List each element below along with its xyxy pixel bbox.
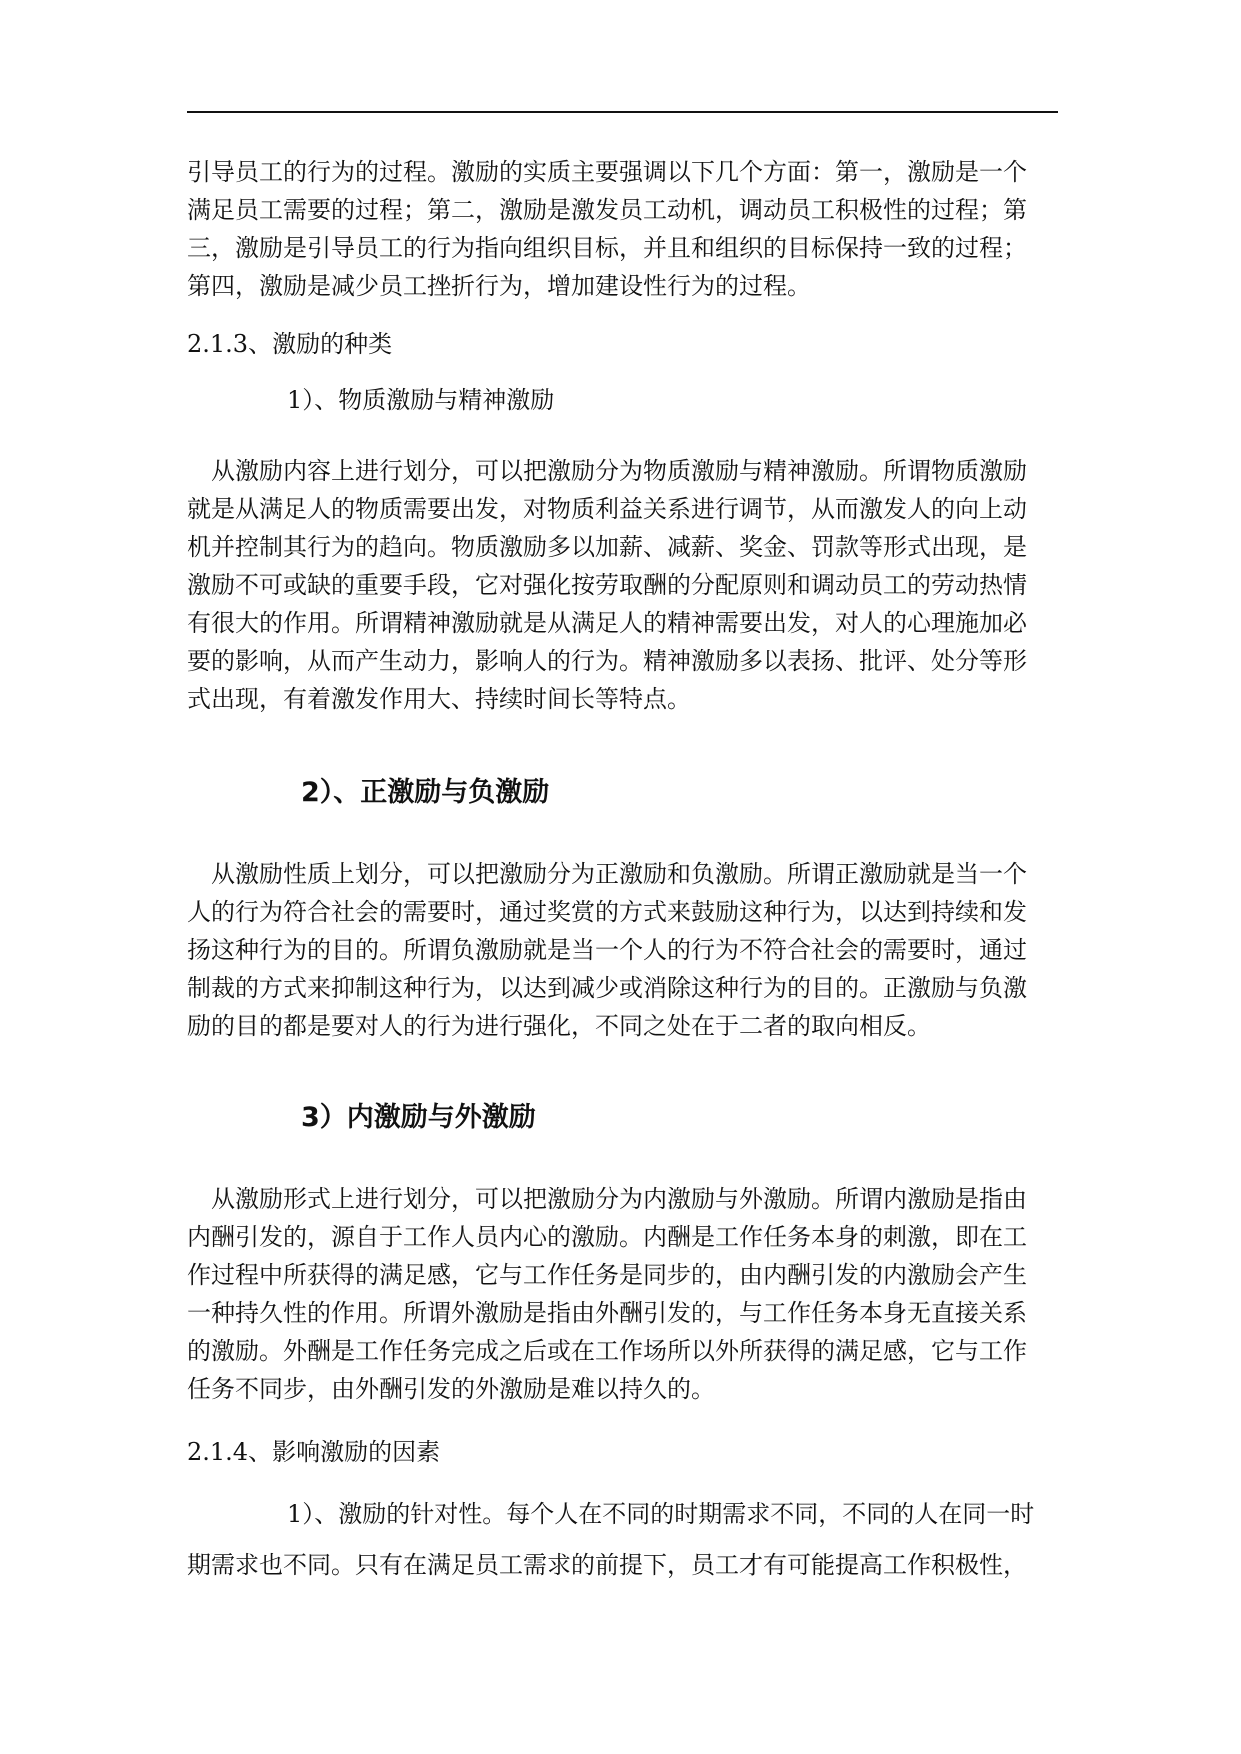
- paragraph-line: 1）、激励的针对性。每个人在不同的时期需求不同，不同的人在同一时: [287, 1500, 1035, 1528]
- paragraph-4: [187, 1180, 1058, 1408]
- paragraph-line: 一种持久性的作用。所谓外激励是指由外酬引发的，与工作任务本身无直接关系: [187, 1299, 1027, 1327]
- paragraph-1: [187, 153, 1058, 305]
- paragraph-5: [187, 1489, 1058, 1591]
- heading-positive-negative: 2）、正激励与负激励: [301, 777, 550, 808]
- paragraph-2: [187, 452, 1058, 718]
- subheading-material-spiritual: 1）、物质激励与精神激励: [287, 386, 555, 414]
- paragraph-line: 扬这种行为的目的。所谓负激励就是当一个人的行为不符合社会的需要时，通过: [187, 936, 1027, 964]
- paragraph-line: 期需求也不同。只有在满足员工需求的前提下，员工才有可能提高工作积极性，: [187, 1551, 1027, 1579]
- paragraph-line: 机并控制其行为的趋向。物质激励多以加薪、减薪、奖金、罚款等形式出现，是: [187, 533, 1027, 561]
- paragraph-line: 人的行为符合社会的需要时，通过奖赏的方式来鼓励这种行为，以达到持续和发: [187, 898, 1027, 926]
- paragraph-line: 励的目的都是要对人的行为进行强化，不同之处在于二者的取向相反。: [187, 1012, 931, 1040]
- paragraph-line: 满足员工需要的过程；第二，激励是激发员工动机，调动员工积极性的过程；第: [187, 196, 1027, 224]
- paragraph-line: 从激励内容上进行划分，可以把激励分为物质激励与精神激励。所谓物质激励: [211, 457, 1027, 485]
- paragraph-line: 引导员工的行为的过程。激励的实质主要强调以下几个方面：第一，激励是一个: [187, 158, 1027, 186]
- paragraph-line: 第四，激励是减少员工挫折行为，增加建设性行为的过程。: [187, 272, 811, 300]
- header-rule: [187, 111, 1058, 113]
- paragraph-line: 内酬引发的，源自于工作人员内心的激励。内酬是工作任务本身的刺激，即在工: [187, 1223, 1027, 1251]
- paragraph-3: [187, 855, 1058, 1045]
- paragraph-line: 式出现，有着激发作用大、持续时间长等特点。: [187, 685, 691, 713]
- paragraph-line: 有很大的作用。所谓精神激励就是从满足人的精神需要出发，对人的心理施加必: [187, 609, 1027, 637]
- paragraph-line: 激励不可或缺的重要手段，它对强化按劳取酬的分配原则和调动员工的劳动热情: [187, 571, 1027, 599]
- paragraph-line: 三，激励是引导员工的行为指向组织目标，并且和组织的目标保持一致的过程；: [187, 234, 1027, 262]
- paragraph-line: 作过程中所获得的满足感，它与工作任务是同步的，由内酬引发的内激励会产生: [187, 1261, 1027, 1289]
- section-heading-2-1-4: 2.1.4、影响激励的因素: [187, 1438, 441, 1466]
- section-heading-2-1-3: 2.1.3、激励的种类: [187, 330, 393, 358]
- paragraph-line: 任务不同步，由外酬引发的外激励是难以持久的。: [187, 1375, 715, 1403]
- paragraph-line: 制裁的方式来抑制这种行为，以达到减少或消除这种行为的目的。正激励与负激: [187, 974, 1027, 1002]
- paragraph-line: 就是从满足人的物质需要出发，对物质利益关系进行调节，从而激发人的向上动: [187, 495, 1027, 523]
- paragraph-line: 要的影响，从而产生动力，影响人的行为。精神激励多以表扬、批评、处分等形: [187, 647, 1027, 675]
- paragraph-line: 从激励形式上进行划分，可以把激励分为内激励与外激励。所谓内激励是指由: [211, 1185, 1027, 1213]
- paragraph-line: 从激励性质上划分，可以把激励分为正激励和负激励。所谓正激励就是当一个: [211, 860, 1027, 888]
- paragraph-line: 的激励。外酬是工作任务完成之后或在工作场所以外所获得的满足感，它与工作: [187, 1337, 1027, 1365]
- heading-internal-external: 3）内激励与外激励: [301, 1102, 536, 1133]
